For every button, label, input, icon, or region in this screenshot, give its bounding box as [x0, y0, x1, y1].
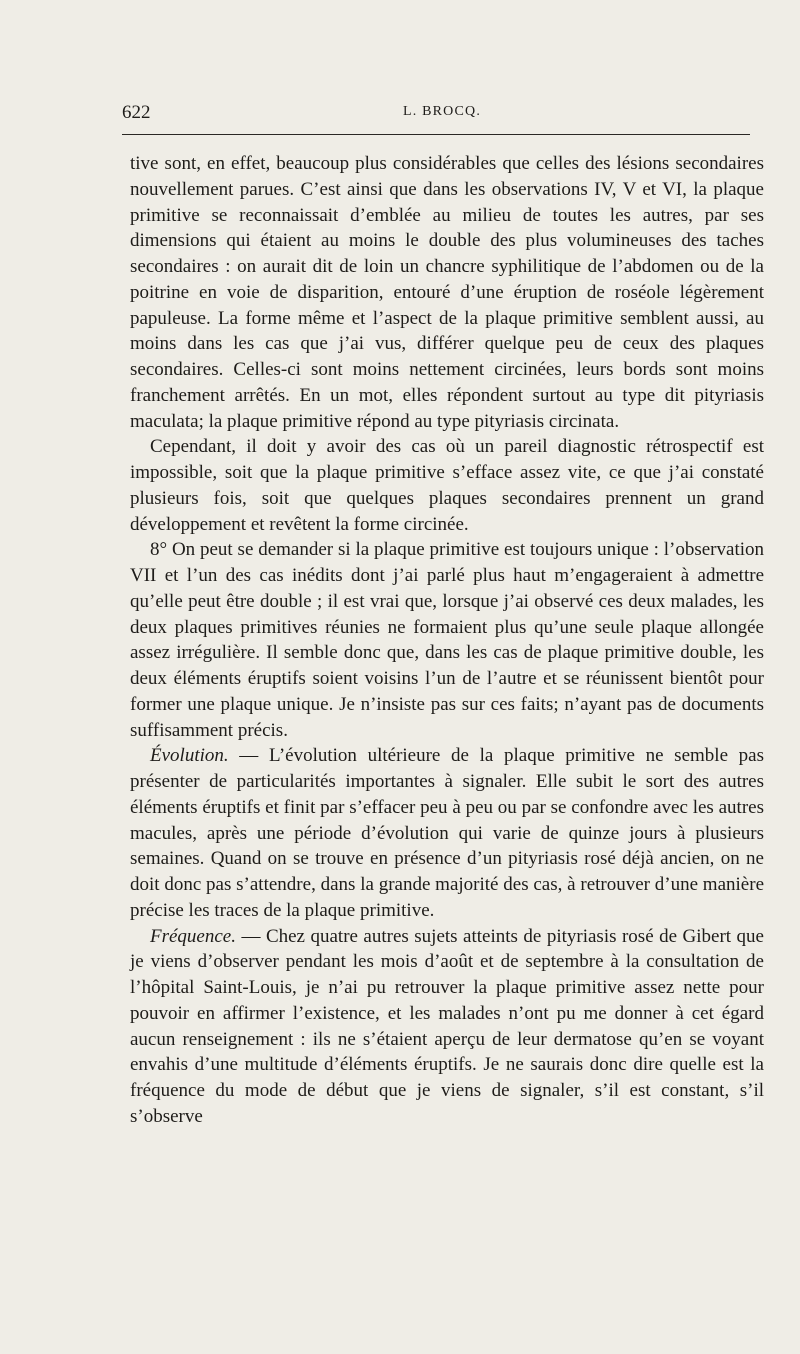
paragraph-text: — L’évolution ultérieure de la plaque primitive ne semble pas présenter de particularités importantes à signaler. Elle subit le sort des autres éléments éruptifs et finit par s’effacer peu à peu ou par se confondre avec les autres macules, après une période d’évolution qui varie de quinze jours à plusieurs semaines. Quand on se trouve en présence d’un pityriasis rosé déjà ancien, on ne doit donc pas s’attendre, dans la grande majorité des cas, à retrouver d’une manière précise les traces de la plaque primitive. [130, 745, 764, 921]
paragraph-text: — Chez quatre autres sujets atteints de pityriasis rosé de Gibert que je viens d’observer pendant les mois d’août et de septembre à la consultation de l’hôpital Saint-Louis, je n’ai pu retrouver la plaque primitive assez nette pour pouvoir en affirmer l’existence, et les malades n’ont pu me donner à cet égard aucun renseignement : ils ne s’étaient aperçu de leur dermatose qu’en se voyant envahis d’une multitude d’éléments éruptifs. Je ne saurais donc dire quelle est la fréquence du mode de début que je viens de signaler, s’il est constant, s’il s’observe [130, 925, 764, 1127]
paragraph: 8° On peut se demander si la plaque primitive est toujours unique : l’observation VII et l’un des cas inédits dont j’ai parlé plus haut m’engageraient à admettre qu’elle peut être double ; il est vrai que, lorsque j’ai observé ces deux malades, les deux plaques primitives réunies ne formaient plus qu’une seule plaque allongée assez irrégulière. Il semble donc que, dans les cas de plaque primitive double, les deux éléments éruptifs soient voisins l’un de l’autre et se réunissent bientôt pour former une plaque unique. Je n’insiste pas sur ces faits; n’ayant pas de documents suffisamment précis. [130, 539, 764, 741]
header-rule [122, 134, 750, 135]
paragraph: tive sont, en effet, beaucoup plus considérables que celles des lésions secondaires nouvellement parues. C’est ainsi que dans les observations IV, V et VI, la plaque primitive se reconnaissait d’emblée au milieu de toutes les autres, par ses dimensions qui étaient au moins le double des plus volumineuses des taches secondaires : on aurait dit de loin un chancre syphilitique de l’abdomen ou de la poitrine en voie de disparition, entouré d’une éruption de roséole légèrement papuleuse. La forme même et l’aspect de la plaque primitive semblent aussi, au moins dans les cas que j’ai vus, différer quelque peu de ceux des plaques secondaires. Celles-ci sont moins nettement circinées, leurs bords sont moins franchement arrêtés. En un mot, elles répondent surtout au type dit pityriasis maculata; la plaque primitive répond au type pityriasis circinata. [130, 153, 764, 432]
section-heading-evolution: Évolution. [150, 745, 229, 767]
paragraph-frequence [130, 924, 764, 1130]
page-header [122, 102, 762, 128]
paragraph-evolution [130, 743, 764, 923]
page-number: 622 [122, 102, 151, 123]
running-title: L. BROCQ. [402, 104, 482, 119]
section-heading-frequence: Fréquence. [150, 925, 236, 947]
body-text [130, 151, 764, 1130]
paragraph: Cependant, il doit y avoir des cas où un pareil diagnostic rétrospectif est impossible, soit que la plaque primitive s’efface assez vite, ce que j’ai constaté plusieurs fois, soit que quelques plaques secondaires prennent un grand développement et revêtent la forme circinée. [130, 436, 764, 535]
